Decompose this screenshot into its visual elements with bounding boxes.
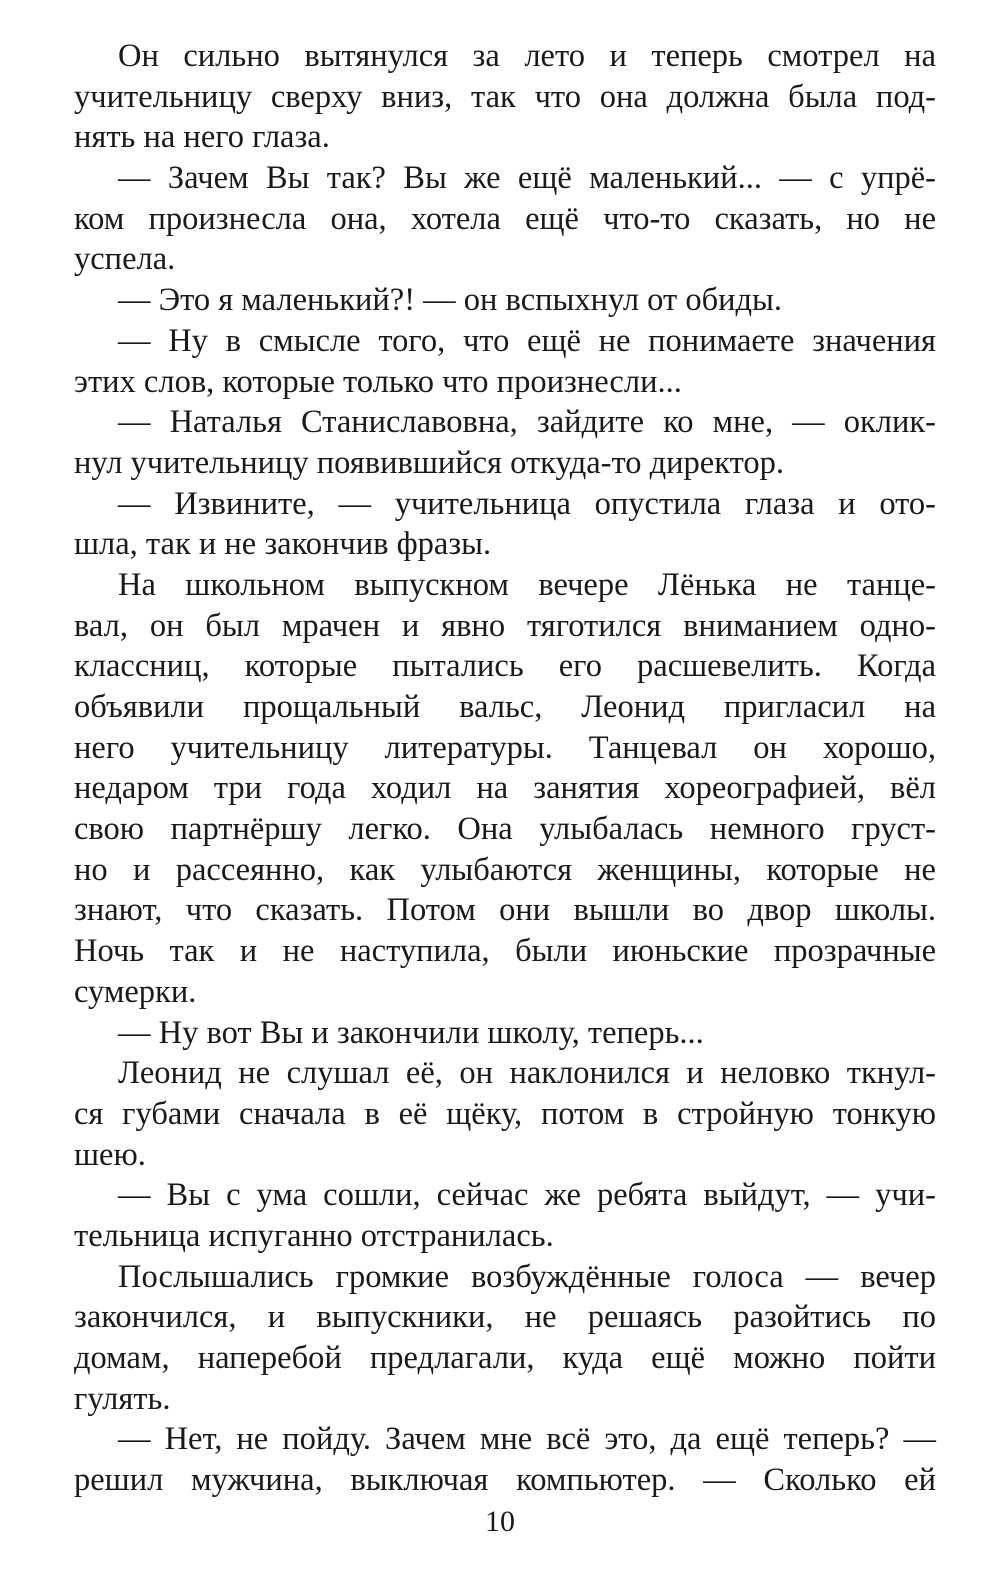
text-line: Он сильно вытянулся за лето и теперь смотрел на [118,38,936,74]
text-line: Ночь так и не наступила, были июньские прозрачные [74,933,936,970]
text-line: знают, что сказать. Потом они вышли во двор школы. [74,892,936,929]
body-text [74,36,936,1501]
text-line: вал, он был мрачен и явно тяготился вниманием одно- [74,607,936,644]
text-line: него учительницу литературы. Танцевал он хорошо, [74,729,936,766]
text-line: решил мужчина, выключая компьютер. — Сколько ей [74,1462,936,1499]
text-line: — Ну вот Вы и закончили школу, теперь... [118,1014,704,1051]
text-line: ся губами сначала в её щёку, потом в стройную тонкую [74,1095,936,1132]
text-line: нять на него глаза. [74,119,330,156]
text-line: свою партнёршу легко. Она улыбалась немного груст- [74,811,936,848]
text-line: классниц, которые пытались его расшевелить. Когда [74,648,936,685]
text-line: шею. [74,1136,146,1173]
text-line: — Ну в смысле того, что ещё не понимаете значения [118,322,936,359]
text-line: недаром три года ходил на занятия хореографией, вёл [74,770,936,807]
text-line: закончился, и выпускники, не решаясь разойтись по [74,1299,936,1336]
text-line: этих слов, которые только что произнесли... [74,363,682,400]
text-line: тельница испуганно отстранилась. [74,1217,554,1254]
text-line: объявили прощальный вальс, Леонид пригласил на [74,689,936,725]
text-line: — Это я маленький?! — он вспыхнул от обиды. [118,282,782,319]
text-line: успела. [74,241,176,278]
text-line: нул учительницу появившийся откуда-то директор. [74,444,784,481]
text-line: Послышались громкие возбуждённые голоса — вечер [118,1258,936,1295]
text-line: учительницу сверху вниз, так что она должна была под- [74,78,936,115]
text-line: сумерки. [74,973,197,1010]
text-line: — Наталья Станиславовна, зайдите ко мне, — оклик- [118,404,936,441]
text-line: гулять. [74,1380,171,1417]
text-line: — Нет, не пойду. Зачем мне всё это, да ещё теперь? — [118,1421,936,1458]
text-line: На школьном выпускном вечере Лёнька не танце- [118,566,936,603]
text-line: — Извините, — учительница опустила глаза и ото- [118,485,936,522]
text-line: Леонид не слушал её, он наклонился и неловко ткнул- [118,1055,936,1092]
page-number: 10 [485,1505,515,1538]
text-line: шла, так и не закончив фразы. [74,526,492,563]
text-line: домам, наперебой предлагали, куда ещё можно пойти [74,1340,936,1376]
text-line: — Зачем Вы так? Вы же ещё маленький... — с упрё- [118,160,936,197]
text-line: — Вы с ума сошли, сейчас же ребята выйдут, — учи- [118,1177,936,1214]
text-line: ком произнесла она, хотела ещё что-то сказать, но не [74,200,936,237]
text-line: но и рассеянно, как улыбаются женщины, которые не [74,851,936,888]
